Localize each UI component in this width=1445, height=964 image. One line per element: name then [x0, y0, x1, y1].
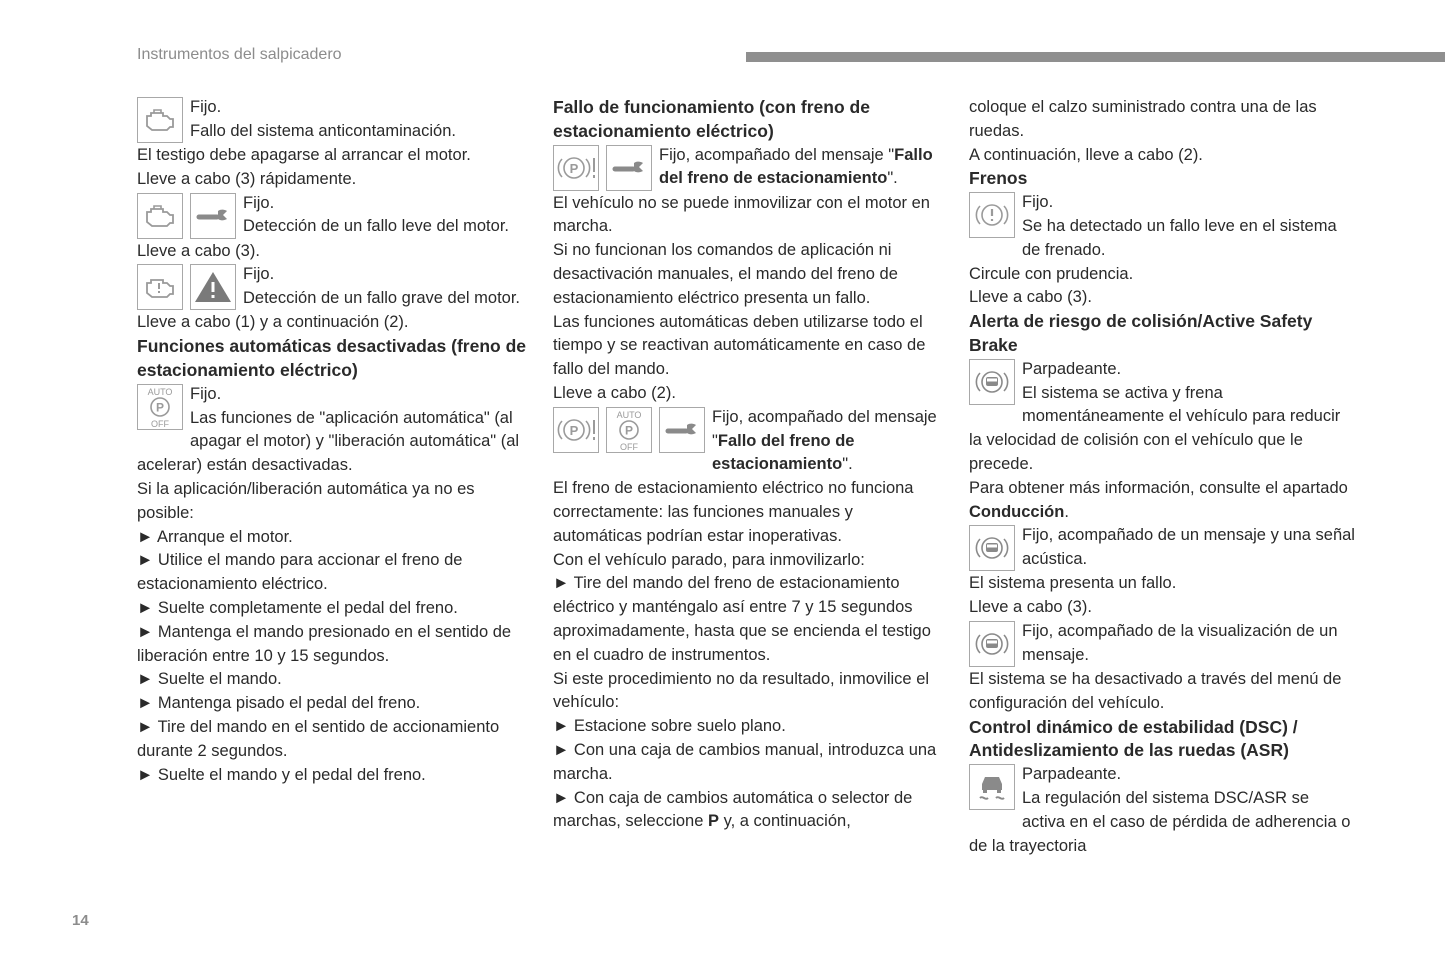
- svg-text:OFF: OFF: [620, 441, 638, 452]
- stability-control-icon: [969, 764, 1015, 810]
- header-bar: [746, 52, 1445, 62]
- list-item: ► Estacione sobre suelo plano.: [553, 717, 786, 736]
- list-item: ► Suelte completamente el pedal del freno.: [137, 598, 458, 617]
- auto-park-off-icon: [606, 407, 652, 453]
- column-1: Fijo. Fallo del sistema anticontaminación. El testigo debe apagarse al arrancar el motor. Lleve a cabo (3) rápidamente. Fijo. Detección de un fallo leve del motor. Lleve a cabo (3). Fijo. Detección de un fallo grave del motor. Lleve a cabo (1) y a continuación (2). Funciones automáticas desactivadas (freno de estacionamiento eléctrico) AUTO P OFF Fijo. Las funciones de "aplicación automática" (al apagar el motor) y "liberación automática" (al acelerar) están desactivadas. Si la aplicación/liberación automática ya no es posible: ► Arranque el motor. ► Utilice el mando para accionar el freno de estacionamiento eléctrico. ► Suelte completamente el pedal del freno. ► Mantenga el mando presionado en el sentido de liberación entre 10 y 15 segundos. ► Suelte el mando. ► Mantenga pisado el pedal del freno. ► Tire del mando en el sentido de accionamiento durante 2 segundos. ► Suelte el mando y el pedal del freno.: [137, 96, 527, 787]
- warning-triangle-icon: [190, 264, 236, 310]
- page-number: 14: [72, 912, 89, 929]
- svg-text:P: P: [155, 400, 165, 415]
- engine-fault-icon: [137, 264, 183, 310]
- list-item: ► Con caja de cambios automática o selector de marchas, seleccione P y, a continuación,: [553, 788, 913, 831]
- svg-text:P: P: [569, 160, 579, 176]
- list-item: ► Suelte el mando y el pedal del freno.: [137, 765, 426, 784]
- svg-text:AUTO: AUTO: [147, 386, 173, 397]
- brake-warning-icon: [969, 192, 1015, 238]
- list-item: ► Tire del mando en el sentido de accionamiento durante 2 segundos.: [137, 717, 500, 760]
- list-item: ► Con una caja de cambios manual, introduzca una marcha.: [553, 740, 937, 783]
- parking-brake-fault-icon: [553, 407, 599, 453]
- list-item: ► Tire del mando del freno de estacionamiento eléctrico y manténgalo así entre 7 y 15 segundos aproximadamente, hasta que se encienda el testigo en el cuadro de instrumentos.: [553, 574, 931, 664]
- section-heading: Alerta de riesgo de colisión/Active Safety Brake: [969, 311, 1313, 355]
- parking-brake-fault-icon: [553, 145, 599, 191]
- svg-text:P: P: [624, 423, 634, 438]
- list-item: ► Arranque el motor.: [137, 527, 293, 546]
- auto-park-off-icon: [137, 384, 183, 430]
- column-2: Fallo de funcionamiento (con freno de estacionamiento eléctrico) P Fijo, acompañado del mensaje "Fallo del freno de estacionamiento". El vehículo no se puede inmovilizar con el motor en marcha. Si no funcionan los comandos de aplicación ni desactivación manuales, el mando del freno de estacionamiento eléctrico presenta un fallo. Las funciones automáticas deben utilizarse todo el tiempo y se reactivan automáticamente en caso de fallo del mando. Lleve a cabo (2). P AUTO P OFF Fijo, acompañado del mensaje "Fallo del freno de estacionamiento". El freno de estacionamiento eléctrico no funciona correctamente: las funciones manuales y automáticas podrían estar inoperativas. Con el vehículo parado, para inmovilizarlo: ► Tire del mando del freno de estacionamiento eléctrico y manténgalo así entre 7 y 15 segundos aproximadamente, hasta que se encienda el testigo en el cuadro de instrumentos. Si este procedimiento no da resultado, inmovilice el vehículo: ► Estacione sobre suelo plano. ► Con una caja de cambios manual, introduzca una marcha. ► Con caja de cambios automática o selector de marchas, seleccione P y, a continuación,: [553, 96, 945, 834]
- svg-text:OFF: OFF: [151, 418, 169, 429]
- collision-alert-icon: [969, 359, 1015, 405]
- list-item: ► Mantenga el mando presionado en el sentido de liberación entre 10 y 15 segundos.: [137, 622, 512, 665]
- list-item: ► Suelte el mando.: [137, 670, 282, 689]
- section-heading: Funciones automáticas desactivadas (freno de estacionamiento eléctrico): [137, 336, 527, 380]
- collision-alert-icon: [969, 525, 1015, 571]
- section-heading: Control dinámico de estabilidad (DSC) / Antideslizamiento de las ruedas (ASR): [969, 716, 1298, 761]
- engine-icon: [137, 97, 183, 143]
- wrench-icon: [606, 145, 652, 191]
- list-item: ► Utilice el mando para accionar el freno de estacionamiento eléctrico.: [137, 551, 463, 594]
- section-heading: Frenos: [969, 168, 1028, 189]
- column-3: coloque el calzo suministrado contra una de las ruedas. A continuación, lleve a cabo (2). Frenos Fijo. Se ha detectado un fallo leve en el sistema de frenado. Circule con prudencia. Lleve a cabo (3). Alerta de riesgo de colisión/Active Safety Brake Parpadeante. El sistema se activa y frena momentáneamente el vehículo para reducir la velocidad de colisión con el vehículo que le precede. Para obtener más información, consulte el apartado Conducción. Fijo, acompañado de un mensaje y una señal acústica. El sistema presenta un fallo. Lleve a cabo (3). Fijo, acompañado de la visualización de un mensaje. El sistema se ha desactivado a través del menú de configuración del vehículo. Control dinámico de estabilidad (DSC) / Antideslizamiento de las ruedas (ASR) Parpadeante. La regulación del sistema DSC/ASR se activa en el caso de pérdida de adherencia o de la trayectoria: [969, 98, 1355, 855]
- engine-icon: [137, 193, 183, 239]
- svg-text:P: P: [569, 422, 579, 438]
- page-header-title: Instrumentos del salpicadero: [137, 46, 342, 63]
- svg-text:AUTO: AUTO: [616, 409, 642, 420]
- wrench-icon: [190, 193, 236, 239]
- wrench-icon: [659, 407, 705, 453]
- list-item: ► Mantenga pisado el pedal del freno.: [137, 694, 421, 713]
- collision-alert-icon: [969, 621, 1015, 667]
- section-heading: Fallo de funcionamiento (con freno de estacionamiento eléctrico): [553, 97, 870, 141]
